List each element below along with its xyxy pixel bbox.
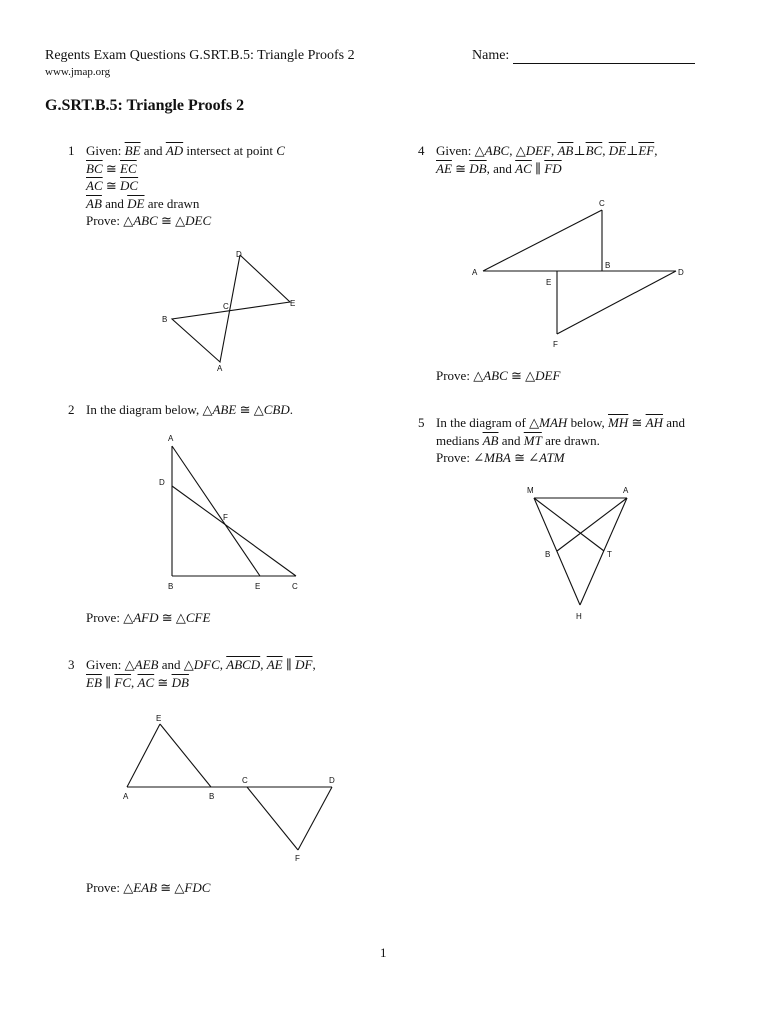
diagram-q3 (118, 710, 348, 865)
prove-line: Prove: ∠MBA ≅ ∠ATM (436, 450, 565, 465)
point-label-F: F (553, 340, 558, 349)
point-label-C: C (242, 776, 248, 785)
point-label-D: D (329, 776, 335, 785)
point-label-E: E (290, 299, 296, 308)
question-2-prove (86, 609, 210, 627)
website-url: www.jmap.org (45, 66, 111, 78)
point-label-A: A (168, 434, 174, 443)
question-number: 5 (418, 415, 425, 430)
point-label-D: D (678, 268, 684, 277)
page-number: 1 (380, 945, 387, 960)
question-1 (68, 142, 285, 230)
diagram-q2 (150, 428, 310, 596)
point-label-B: B (209, 792, 215, 801)
triangle-lines (172, 255, 290, 362)
point-label-F: F (223, 513, 228, 522)
statement-line: In the diagram of △MAH below, $\overline{MH}$ ≅ $\overline{AH}$ and (436, 415, 685, 430)
name-label: Name: (472, 48, 510, 63)
given-line: $\overline{AE}$ ≅ $\overline{DB}$, and $\overline{AC}$ ∥ $\overline{FD}$ (436, 160, 562, 176)
point-label-H: H (576, 612, 582, 621)
point-label-E: E (255, 582, 261, 591)
question-3 (68, 656, 316, 691)
given-line: $\overline{AB}$ and $\overline{DE}$ are drawn (86, 195, 200, 211)
point-label-M: M (527, 486, 534, 495)
prove-line: Prove: △ABC ≅ △DEF (436, 368, 561, 383)
diagram-q4 (466, 192, 696, 354)
diagram-q5 (518, 480, 638, 625)
document-title: Regents Exam Questions G.SRT.B.5: Triangle Proofs 2 (45, 48, 355, 63)
given-line: $\overline{AC}$ ≅ $\overline{DC}$ (86, 178, 139, 193)
given-line: Given: $\overline{BE}$ and $\overline{AD}$ intersect at point C (86, 143, 285, 158)
question-4-prove (436, 367, 560, 385)
point-label-C: C (223, 302, 229, 311)
point-label-E: E (156, 714, 162, 723)
given-line: Given: △AEB and △DFC, ABCD, $\overline{AE}$ ∥ $\overline{DF}$, (86, 657, 316, 672)
question-number: 3 (68, 657, 75, 672)
point-label-B: B (168, 582, 174, 591)
point-label-F: F (295, 854, 300, 863)
question-3-prove (86, 879, 210, 897)
point-label-B: B (545, 550, 551, 559)
prove-line: Prove: △AFD ≅ △CFE (86, 610, 211, 625)
point-label-A: A (123, 792, 129, 801)
topic-heading: G.SRT.B.5: Triangle Proofs 2 (45, 97, 245, 114)
question-5 (418, 414, 685, 467)
given-line: $\overline{EB}$ ∥ $\overline{FC}$, $\overline{AC}$ ≅ $\overline{DB}$ (86, 674, 189, 690)
point-label-D: D (236, 250, 242, 259)
point-label-D: D (159, 478, 165, 487)
question-number: 1 (68, 143, 75, 158)
point-label-A: A (217, 364, 223, 373)
given-line: Given: △ABC, △DEF, $\overline{AB}\perp\overline{BC}$, $\overline{DE}\perp\overline{EF}$, (436, 143, 658, 158)
name-blank-line (513, 49, 695, 64)
point-label-E: E (546, 278, 552, 287)
point-label-B: B (605, 261, 611, 270)
point-label-C: C (292, 582, 298, 591)
question-number: 4 (418, 143, 425, 158)
prove-line: Prove: △EAB ≅ △FDC (86, 880, 211, 895)
question-2 (68, 401, 293, 419)
question-4 (418, 142, 658, 177)
statement-line: In the diagram below, △ABE ≅ △CBD. (86, 402, 293, 417)
given-line: $\overline{BC}$ ≅ $\overline{EC}$ (86, 160, 137, 176)
point-label-A: A (472, 268, 478, 277)
point-label-B: B (162, 315, 168, 324)
point-label-T: T (607, 550, 612, 559)
statement-line: medians $\overline{AB}$ and $\overline{MT}$ are drawn. (436, 432, 600, 448)
point-label-C: C (599, 199, 605, 208)
point-label-A: A (623, 486, 629, 495)
question-number: 2 (68, 402, 75, 417)
name-field (472, 48, 695, 64)
prove-line: Prove: △ABC ≅ △DEC (86, 213, 212, 228)
diagram-q1 (155, 245, 305, 375)
